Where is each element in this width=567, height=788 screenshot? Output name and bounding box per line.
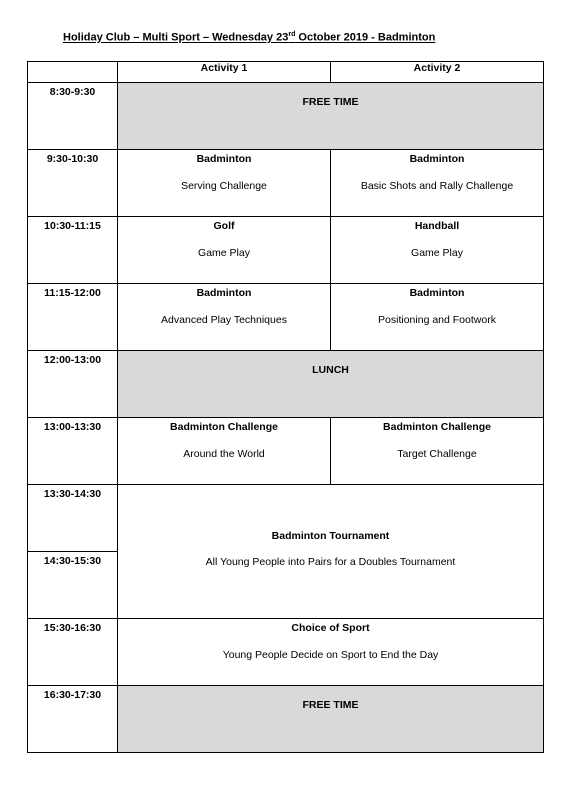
time-cell: 9:30-10:30 — [28, 150, 118, 217]
time-cell: 13:30-14:30 — [28, 485, 118, 552]
table-row — [28, 217, 544, 284]
activity-1-cell — [118, 418, 331, 485]
title-suffix: October 2019 - Badminton — [295, 31, 436, 44]
activity-2-cell — [331, 418, 544, 485]
table-row — [28, 150, 544, 217]
activity-title: Badminton — [409, 287, 465, 299]
table-row — [28, 83, 544, 150]
activity-subtitle: All Young People into Pairs for a Doubles Tournament — [205, 556, 456, 568]
time-cell: 10:30-11:15 — [28, 217, 118, 284]
activity-2-cell — [331, 217, 544, 284]
activity-subtitle: Advanced Play Techniques — [161, 314, 287, 326]
banner-label: FREE TIME — [302, 699, 359, 711]
activity-title: Badminton — [196, 153, 252, 165]
activity-title: Handball — [414, 220, 460, 232]
activity-title: Badminton — [409, 153, 465, 165]
banner-label: LUNCH — [312, 364, 349, 376]
activity-1-cell — [118, 150, 331, 217]
time-cell: 16:30-17:30 — [28, 686, 118, 753]
activity-1-cell — [118, 217, 331, 284]
activity-title: Badminton Tournament — [271, 530, 390, 542]
table-row — [28, 351, 544, 418]
time-cell: 8:30-9:30 — [28, 83, 118, 150]
page-title — [63, 31, 435, 44]
activity-title: Golf — [213, 220, 235, 232]
header-activity-2: Activity 2 — [331, 62, 544, 83]
header-activity-1: Activity 1 — [118, 62, 331, 83]
activity-subtitle: Positioning and Footwork — [378, 314, 496, 326]
activity-title: Badminton — [196, 287, 252, 299]
free-time-banner — [118, 686, 544, 753]
tournament-cell — [118, 485, 544, 619]
choice-of-sport-cell — [118, 619, 544, 686]
header-row — [28, 62, 544, 83]
title-superscript: rd — [288, 31, 296, 38]
table-row — [28, 619, 544, 686]
table-row — [28, 485, 544, 552]
table-row — [28, 418, 544, 485]
table-row — [28, 686, 544, 753]
activity-1-cell — [118, 284, 331, 351]
schedule-table — [27, 61, 544, 753]
activity-2-cell — [331, 150, 544, 217]
time-cell: 13:00-13:30 — [28, 418, 118, 485]
activity-title: Choice of Sport — [291, 622, 370, 634]
time-cell: 11:15-12:00 — [28, 284, 118, 351]
activity-title: Badminton Challenge — [170, 421, 278, 433]
time-cell: 14:30-15:30 — [28, 552, 118, 619]
lunch-banner — [118, 351, 544, 418]
activity-subtitle: Basic Shots and Rally Challenge — [360, 180, 514, 192]
activity-subtitle: Game Play — [411, 247, 463, 259]
title-prefix: Holiday Club – Multi Sport – Wednesday 23 — [63, 31, 289, 44]
activity-subtitle: Game Play — [198, 247, 250, 259]
free-time-banner — [118, 83, 544, 150]
table-row — [28, 284, 544, 351]
activity-subtitle: Young People Decide on Sport to End the Day — [222, 649, 439, 661]
activity-subtitle: Around the World — [183, 448, 265, 460]
activity-subtitle: Serving Challenge — [181, 180, 267, 192]
header-time-cell — [28, 62, 118, 83]
activity-subtitle: Target Challenge — [397, 448, 477, 460]
time-cell: 12:00-13:00 — [28, 351, 118, 418]
time-cell: 15:30-16:30 — [28, 619, 118, 686]
activity-2-cell — [331, 284, 544, 351]
activity-title: Badminton Challenge — [383, 421, 491, 433]
banner-label: FREE TIME — [302, 96, 359, 108]
